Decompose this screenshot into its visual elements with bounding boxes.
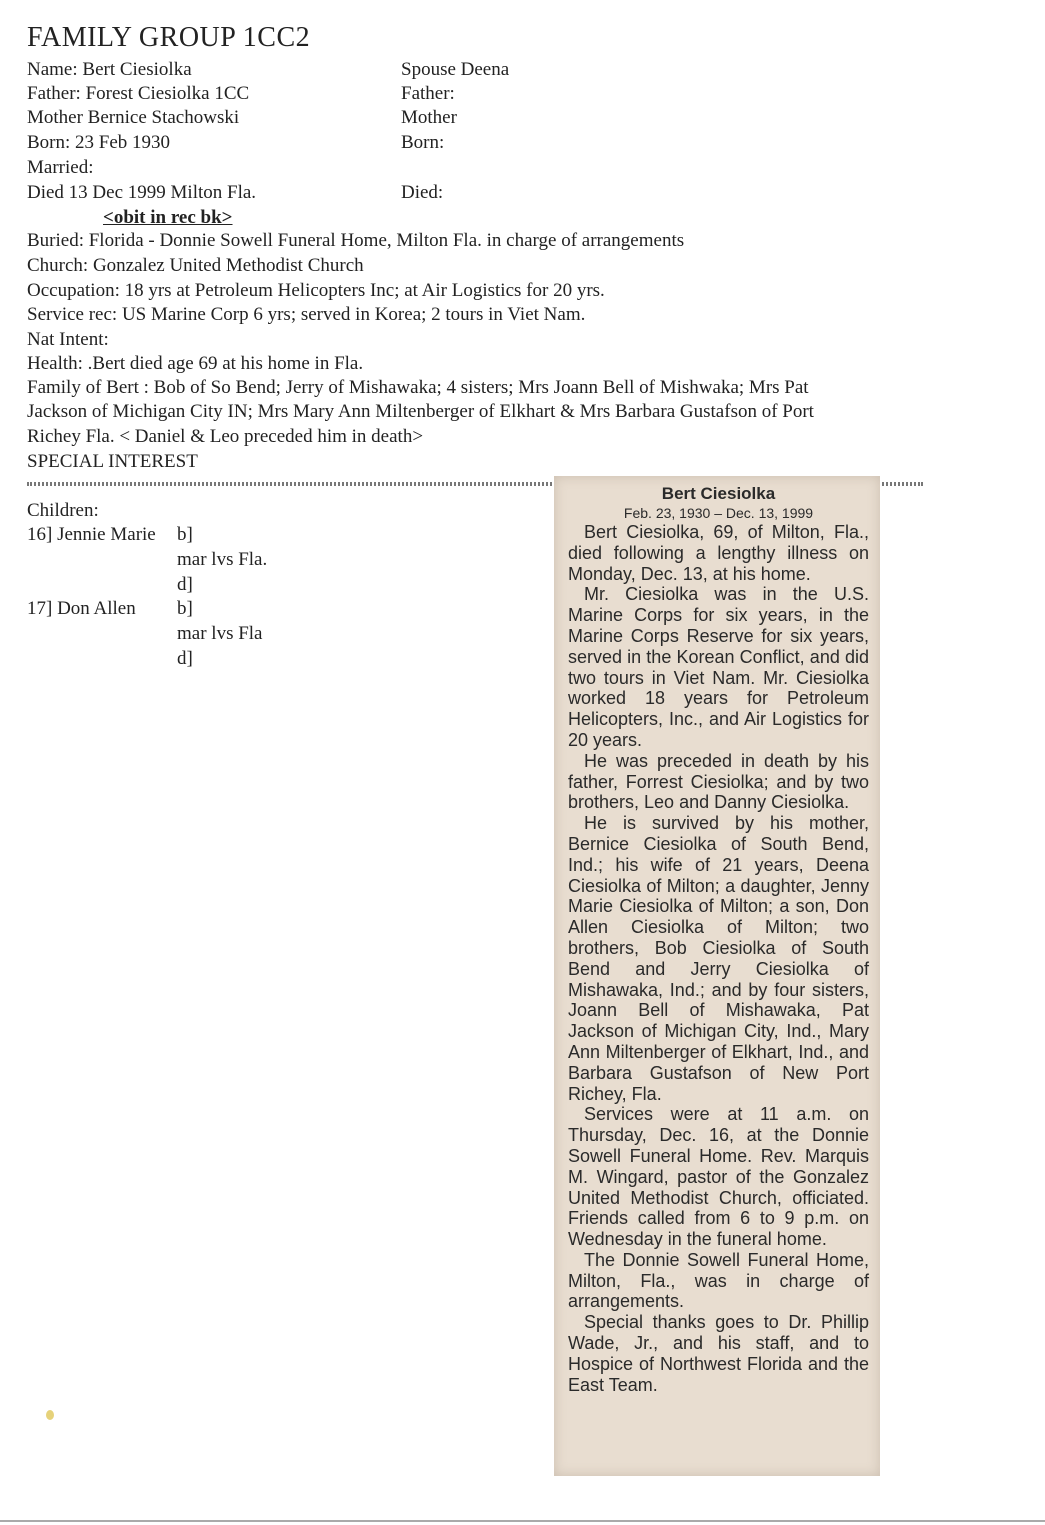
family-line-3: Richey Fla. < Daniel & Leo preceded him in death>	[27, 426, 424, 447]
born-field: Born: 23 Feb 1930	[27, 132, 171, 153]
obituary-paragraph: He is survived by his mother, Bernice Ciesiolka of South Bend, Ind.; his wife of 21 years, Deena Ciesiolka of Milton; a daughter, Jenny Marie Ciesiolka of Milton; a son, Don Allen Ciesiolka of Milton; two brothers, Bob Ciesiolka of South Bend and Jerry Ciesiolka of Mishawaka, Ind.; and by four sisters, Joann Bell of Mishawaka, Pat Jackson of Michigan City, Ind., Mary Ann Miltenberger of Elkhart, Ind., and Barbara Gustafson of New Port Richey, Fla.	[568, 813, 869, 1104]
obituary-clipping	[554, 476, 880, 1476]
child-name: 17] Don Allen	[27, 598, 136, 619]
obituary-paragraph: The Donnie Sowell Funeral Home, Milton, Fla., was in charge of arrangements.	[568, 1249, 869, 1312]
service-field: Service rec: US Marine Corp 6 yrs; served in Korea; 2 tours in Viet Nam.	[27, 304, 586, 325]
child-died: d]	[177, 574, 193, 595]
page-title: FAMILY GROUP 1CC2	[27, 22, 311, 53]
child-married: mar lvs Fla	[177, 623, 263, 644]
child-name: 16] Jennie Marie	[27, 524, 156, 545]
occupation-field: Occupation: 18 yrs at Petroleum Helicopters Inc; at Air Logistics for 20 yrs.	[27, 280, 605, 301]
children-heading: Children:	[27, 500, 99, 521]
mother-field: Mother Bernice Stachowski	[27, 107, 240, 128]
obituary-paragraph: Services were at 11 a.m. on Thursday, Dec. 16, at the Donnie Sowell Funeral Home. Rev. Marquis M. Wingard, pastor of the Gonzalez United Methodist Church, officiated. Friends called from 6 to 9 p.m. on Wednesday in the funeral home.	[568, 1104, 869, 1250]
obituary-name: Bert Ciesiolka	[661, 484, 776, 503]
special-interest-heading: SPECIAL INTEREST	[27, 451, 198, 472]
paper-speck	[46, 1410, 54, 1420]
obituary-paragraph: Special thanks goes to Dr. Phillip Wade, Jr., and his staff, and to Hospice of Northwest Florida and the East Team.	[568, 1312, 869, 1395]
child-died: d]	[177, 648, 193, 669]
obituary-dates: Feb. 23, 1930 – Dec. 13, 1999	[623, 505, 814, 521]
married-field: Married:	[27, 157, 94, 178]
spouse-died-field: Died:	[401, 182, 444, 203]
nat-intent-field: Nat Intent:	[27, 329, 109, 350]
spouse-field: Spouse Deena	[401, 59, 510, 80]
child-born: b]	[177, 524, 193, 545]
health-field: Health: .Bert died age 69 at his home in Fla.	[27, 353, 364, 374]
obituary-paragraph: He was preceded in death by his father, Forrest Ciesiolka; and by two brothers, Leo and Danny Ciesiolka.	[568, 750, 869, 813]
obituary-paragraph: Mr. Ciesiolka was in the U.S. Marine Corps for six years, in the Marine Corps Reserve for six years, served in the Korean Conflict, and did two tours in Viet Nam. Mr. Ciesiolka worked 18 years for Petroleum Helicopters, Inc., and Air Logistics for 20 years.	[568, 584, 869, 750]
spouse-mother-field: Mother	[401, 107, 457, 128]
child-married: mar lvs Fla.	[177, 549, 268, 570]
father-field: Father: Forest Ciesiolka 1CC	[27, 83, 250, 104]
spouse-father-field: Father:	[401, 83, 455, 104]
died-field: Died 13 Dec 1999 Milton Fla.	[27, 182, 257, 203]
obituary-paragraph: Bert Ciesiolka, 69, of Milton, Fla., died following a lengthy illness on Monday, Dec. 13, at his home.	[568, 522, 869, 584]
obit-note: <obit in rec bk>	[103, 207, 233, 228]
page-edge	[0, 1520, 1045, 1522]
family-line-1: Family of Bert : Bob of So Bend; Jerry of Mishawaka; 4 sisters; Mrs Joann Bell of Mishwaka; Mrs Pat	[27, 377, 809, 398]
family-line-2: Jackson of Michigan City IN; Mrs Mary Ann Miltenberger of Elkhart & Mrs Barbara Gustafson of Port	[27, 401, 814, 422]
church-field: Church: Gonzalez United Methodist Church	[27, 255, 364, 276]
child-born: b]	[177, 598, 193, 619]
name-field: Name: Bert Ciesiolka	[27, 59, 192, 80]
spouse-born-field: Born:	[401, 132, 445, 153]
buried-field: Buried: Florida - Donnie Sowell Funeral Home, Milton Fla. in charge of arrangements	[27, 230, 685, 251]
